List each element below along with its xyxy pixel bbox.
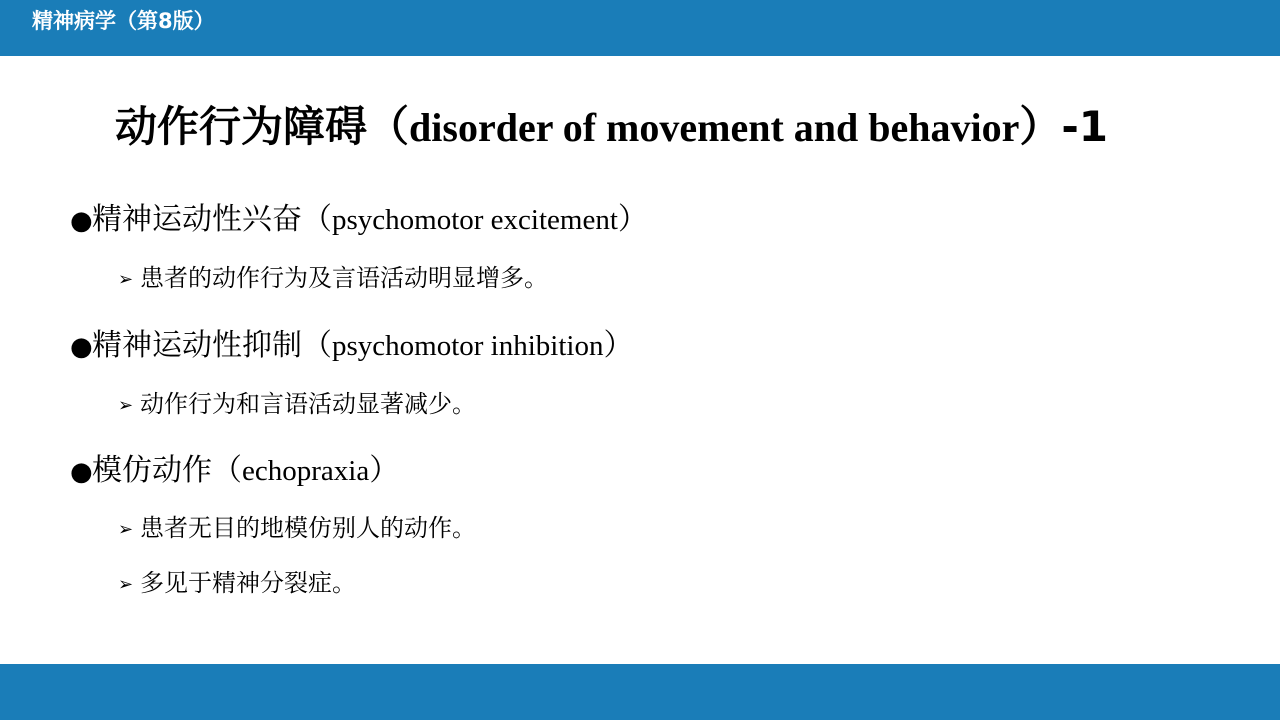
slide-title-cn: 动作行为障碍（ [115,102,410,151]
bullet-label-en: psychomotor inhibition [332,330,604,362]
sub-item [118,567,356,599]
bullet-label-en: psychomotor excitement [332,204,618,236]
bullet-dot-icon: ● [70,206,93,236]
bullet-item-psychomotor-inhibition [70,326,633,366]
arrow-bullet-icon: ➢ [118,519,134,540]
bullet-label-close: ） [369,453,400,488]
bullet-label-cn: 精神运动性兴奋（ [92,202,332,237]
slide-title-suffix: ）-1 [1019,102,1109,151]
arrow-bullet-icon: ➢ [118,395,134,416]
arrow-bullet-icon: ➢ [118,574,134,595]
footer-bar [0,664,1280,720]
bullet-item-echopraxia [70,451,399,491]
arrow-bullet-icon: ➢ [118,269,134,290]
sub-item-text: 患者无目的地模仿别人的动作。 [140,514,476,542]
bullet-label-close: ） [617,202,648,237]
sub-item [118,388,476,420]
sub-item-text: 多见于精神分裂症。 [140,569,356,597]
slide-title-en: disorder of movement and behavior [409,105,1020,150]
bullet-label-close: ） [603,328,634,363]
slide-title [115,100,1108,154]
bullet-dot-icon: ● [70,332,93,362]
header-bar [0,0,1280,56]
sub-item-text: 患者的动作行为及言语活动明显增多。 [140,264,548,292]
sub-item-text: 动作行为和言语活动显著减少。 [140,390,476,418]
sub-item [118,262,548,294]
book-title: 精神病学（第8版） [32,9,215,33]
sub-item [118,512,476,544]
bullet-item-psychomotor-excitement [70,200,648,240]
bullet-label-cn: 模仿动作（ [92,453,242,488]
bullet-label-en: echopraxia [242,455,370,487]
bullet-dot-icon: ● [70,457,93,487]
bullet-label-cn: 精神运动性抑制（ [92,328,332,363]
